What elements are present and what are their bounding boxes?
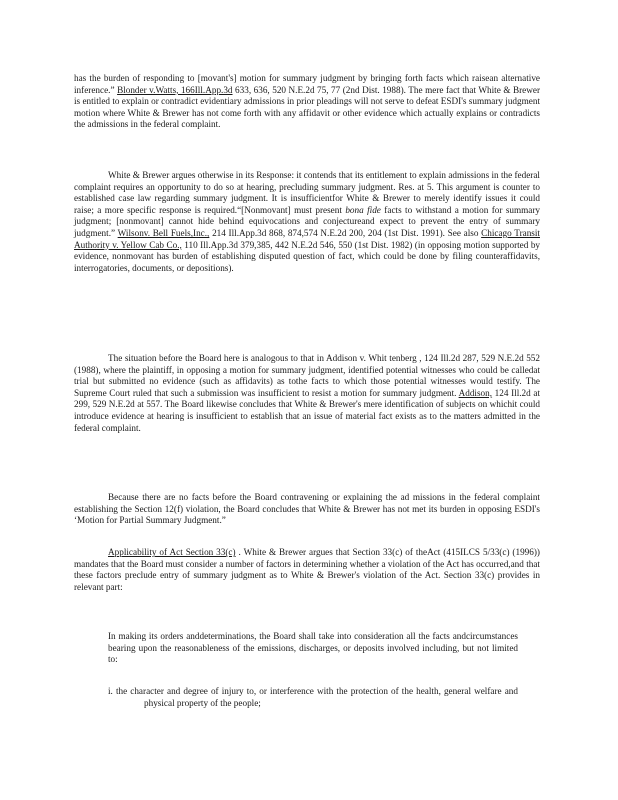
body-text: 214 Ill.App.3d 868, 874,574 N.E.2d 200, 204 (1st Dist. 1991). See also bbox=[209, 227, 482, 238]
body-text: facts to withstand a motion for summary judgment; [nonmovant] cannot hide behind equivocations and conjectureand expect to prevent the entry of summary judgment.” bbox=[74, 204, 541, 238]
case-citation: Wilsonv. Bell Fuels,Inc., bbox=[117, 227, 210, 238]
case-citation: Applicability of Act Section 33(c) bbox=[108, 547, 236, 557]
case-citation: Addison, bbox=[458, 387, 493, 398]
paragraph-white-brewer-argues bbox=[74, 170, 540, 274]
body-text: Because there are no facts before the Board contravening or explaining the ad missions in the federal complaint establishing the Section 12(f) violation, the Board concludes that White & Brewer has not met its burden in opposing ESDI's ‘Motion for Partial Summary Judgment.” bbox=[74, 492, 540, 526]
body-text: 633, 636, 520 N.E.2d 75, 77 (2nd Dist. 1988). The mere fact that White & Brewer is entitled to explain or contradict evidentiary admissions in prior pleadings will not serve to defeat ESDI's summary judgment motion where White & Brewer has not come forth with any affidavit or other evidence which actually explains or contradicts the admissions in the federal complaint. bbox=[74, 84, 541, 130]
case-citation: Chicago Transit Authority v. Yellow Cab Co., bbox=[74, 227, 540, 250]
paragraph-section-33c bbox=[74, 547, 540, 593]
list-item-i: i. the character and degree of injury to, or interference with the protection of the health, general welfare and physical property of the people; bbox=[108, 686, 518, 708]
body-text: has the burden of responding to [movant's] motion for summary judgment by bringing forth facts which raisean alternative inference.” bbox=[74, 73, 540, 95]
body-text: 110 Ill.App.3d 379,385, 442 N.E.2d 546, 550 (1st Dist. 1982) (in opposing motion supported by evidence, nonmovant has burden of establishing disputed question of fact, which could be done by filing counteraffidavits, interrogatories, documents, or depositions). bbox=[74, 239, 541, 273]
block-quote-section-33c: In making its orders anddeterminations, the Board shall take into consideration all the facts andcircumstances bearing upon the reasonableness of the emissions, discharges, or deposits involved including, but not limited to: bbox=[108, 631, 518, 665]
paragraph-addison-analogy bbox=[74, 353, 540, 434]
block-quote-list-item bbox=[108, 686, 518, 709]
paragraph-burden-of-responding bbox=[74, 73, 540, 131]
case-citation: Blonder v.Watts, 166Ill.App.3d bbox=[117, 84, 233, 95]
italic-term: bona fide bbox=[345, 204, 381, 215]
body-text: . White & Brewer argues that Section 33(c) of theAct (415ILCS 5/33(c) (1996)) mandates that the Board must consider a number of factors in determining whether a violation of the Act has occurred,and that these factors preclude entry of summary judgment as to White & Brewer's violation of the Act. Section 33(c) provides in relevant part: bbox=[74, 547, 540, 592]
body-text: The situation before the Board here is analogous to that in Addison v. Whit tenberg , 124 Ill.2d 287, 529 N.E.2d 552 (1988), where the plaintiff, in opposing a motion for summary judgment, identified potential witnesses who could be calledat trial but submitted no evidence (such as affidavits) as tothe facts to which those potential witnesses would testify. The Supreme Court ruled that such a submission was insufficient to resist a motion for summary judgment. bbox=[74, 353, 540, 398]
paragraph-no-facts-conclusion bbox=[74, 492, 540, 527]
body-text: 124 Ill.2d at 299, 529 N.E.2d at 557. The Board likewise concludes that White & Brewer's mere identification of subjects on whichit could introduce evidence at hearing is insufficient to establish that an issue of material fact exists as to the matters admitted in the federal complaint. bbox=[74, 387, 540, 433]
body-text: White & Brewer argues otherwise in its Response: it contends that its entitlement to explain admissions in the federal complaint requires an opportunity to do so at hearing, precluding summary judgment. Res. at 5. This argument is counter to established case law regarding summary judgment. It is insufficientfor White & Brewer to merely identify issues it could raise; a more specific response is required.“[Nonmovant] must present bbox=[74, 170, 540, 215]
